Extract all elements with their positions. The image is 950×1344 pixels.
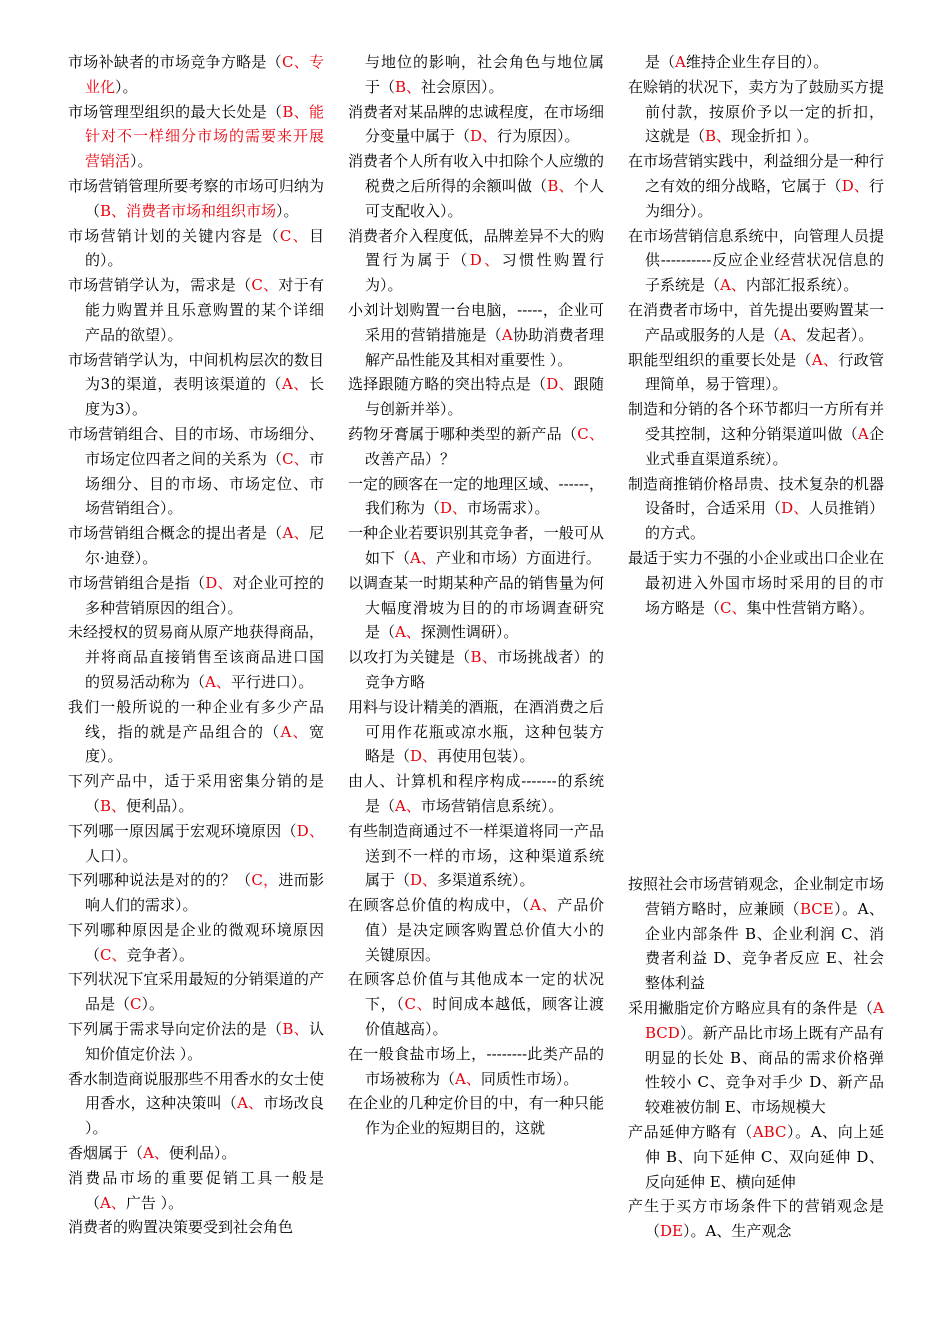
answer-text: A、 bbox=[395, 796, 421, 815]
question-text: 在一般食盐市场上，--------此类产品的市场被称为（ bbox=[348, 1044, 604, 1088]
answer-text: A、 bbox=[720, 276, 746, 295]
question-item bbox=[68, 620, 324, 694]
question-item bbox=[348, 149, 604, 223]
question-item bbox=[348, 1091, 604, 1141]
question-item bbox=[68, 348, 324, 422]
question-item bbox=[68, 521, 324, 571]
answer-text: A bbox=[857, 424, 869, 443]
answer-text: C、 bbox=[279, 226, 309, 245]
question-text-tail: ）。新产品比市场上既有产品有明显的长处 B、商品的需求价格弹性较小 C、竞争对手少 D、新产品较难被仿制 E、市场规模大 bbox=[645, 1023, 884, 1117]
question-text: 市场营销组合、目的市场、市场细分、市场定位四者之间的关系为（ bbox=[68, 424, 324, 468]
answer-text: C、 bbox=[251, 276, 279, 295]
answer-text: C、 bbox=[404, 995, 433, 1014]
question-text: 是（ bbox=[645, 53, 676, 71]
answer-text: A、 bbox=[395, 623, 421, 642]
question-text-tail: 时间成本越低，顾客让渡价值越高）。 bbox=[365, 995, 604, 1039]
question-text-tail: 宽度）。 bbox=[85, 722, 324, 766]
answer-text: BCE bbox=[799, 899, 834, 918]
question-text-tail: 社会原因）。 bbox=[421, 77, 504, 96]
question-text-tail: ）。 bbox=[276, 201, 299, 220]
question-text: 由人、计算机和程序构成-------的系统是（ bbox=[348, 772, 604, 815]
question-text-tail: 企业式垂直渠道系统）。 bbox=[645, 424, 884, 468]
question-text: 消费者介入程度低，品牌差异不大的购置行为属于（ bbox=[348, 226, 604, 270]
answer-text: B、 bbox=[100, 796, 127, 815]
question-text-tail: 尼尔·迪登）。 bbox=[85, 524, 324, 567]
question-item bbox=[68, 273, 324, 347]
question-item bbox=[68, 1166, 324, 1216]
answer-text: A、 bbox=[811, 350, 839, 369]
column-3 bbox=[628, 50, 884, 620]
question-text: 市场营销学认为，需求是（ bbox=[68, 276, 252, 295]
question-item bbox=[68, 224, 324, 274]
answer-text: D、 bbox=[410, 747, 438, 766]
question-item bbox=[348, 645, 604, 695]
question-item bbox=[628, 149, 884, 223]
question-text: 在消费者市场中，首先提出要购置某一产品或服务的人是（ bbox=[628, 300, 884, 344]
question-item bbox=[348, 819, 604, 893]
question-text-tail: ）。A、向上延伸 B、向下延伸 C、双向延伸 D、反向延伸 E、横向延伸 bbox=[645, 1122, 884, 1191]
answer-text: C、 bbox=[577, 424, 604, 443]
question-text-tail: 内部汇报系统）。 bbox=[745, 276, 859, 295]
question-item bbox=[348, 224, 604, 298]
question-text: 以调查某一时期某种产品的销售量为何大幅度滑坡为目的的市场调查研究是（ bbox=[348, 573, 604, 642]
question-text-tail: 便利品）。 bbox=[168, 1144, 237, 1163]
answer-text: ABC bbox=[752, 1122, 787, 1141]
question-text-tail: 人口）。 bbox=[85, 846, 138, 865]
question-text-tail: 竞争者）。 bbox=[126, 945, 195, 964]
question-text-tail: 产业和市场）方面进行。 bbox=[435, 548, 601, 567]
question-text-tail: 长度为3）。 bbox=[85, 375, 324, 419]
question-item bbox=[348, 50, 604, 100]
answer-text: B、消费者市场和组织市场 bbox=[100, 201, 277, 220]
question-item bbox=[628, 298, 884, 348]
question-text-tail: 人员推销）的方式。 bbox=[645, 499, 884, 543]
answer-text: C， bbox=[251, 871, 279, 890]
question-item bbox=[68, 50, 324, 100]
answer-text: D、 bbox=[546, 375, 574, 394]
question-text-tail: 对于有能力购置并且乐意购置的某个详细产品的欲望）。 bbox=[85, 276, 324, 344]
question-item bbox=[628, 872, 884, 996]
answer-text: B、 bbox=[547, 176, 574, 195]
question-text: 市场补缺者的市场竞争方略是（ bbox=[68, 53, 282, 71]
question-text: 未经授权的贸易商从原产地获得商品，并将商品直接销售至该商品进口国的贸易活动称为（ bbox=[68, 623, 324, 691]
question-item bbox=[68, 1215, 324, 1240]
question-text-tail: 发起者）。 bbox=[805, 325, 874, 344]
question-text: 消费者的购置决策要受到社会角色 bbox=[68, 1218, 294, 1237]
question-text: 下列产品中，适于采用密集分销的是（ bbox=[68, 772, 324, 815]
question-text: 在市场营销实践中，利益细分是一种行之有效的细分战略，它属于（ bbox=[628, 152, 884, 195]
question-text: 市场营销组合是指（ bbox=[68, 573, 206, 592]
question-text-tail: 认知价值定价法 ）。 bbox=[85, 1020, 324, 1063]
answer-text: C、 bbox=[720, 598, 747, 617]
answer-text: D、 bbox=[296, 821, 324, 840]
question-item bbox=[348, 967, 604, 1041]
question-item bbox=[68, 422, 324, 521]
question-text-tail: 市场营销信息系统）。 bbox=[420, 796, 564, 815]
question-item bbox=[68, 174, 324, 224]
question-item bbox=[628, 1194, 884, 1244]
question-text: 最适于实力不强的小企业或出口企业在最初进入外国市场时采用的目的市场方略是（ bbox=[628, 548, 884, 617]
question-text: 下列哪一原因属于宏观环境原因（ bbox=[68, 821, 297, 840]
question-text-tail: 广告 ）。 bbox=[125, 1193, 184, 1212]
question-text-tail: 多渠道系统）。 bbox=[437, 871, 535, 890]
question-item bbox=[348, 1042, 604, 1092]
question-item bbox=[348, 695, 604, 769]
question-text-tail: 探测性调研）。 bbox=[420, 623, 519, 642]
question-text-tail: 习惯性购置行为）。 bbox=[365, 251, 604, 295]
answer-text: A、 bbox=[100, 1193, 126, 1212]
question-item bbox=[348, 893, 604, 967]
question-text-tail: 市场挑战者）的竞争方略 bbox=[365, 648, 604, 691]
question-text: 市场营销学认为，中间机构层次的数目为3的渠道，表明该渠道的（ bbox=[68, 350, 324, 394]
answer-text: A、 bbox=[282, 524, 309, 543]
question-item bbox=[348, 521, 604, 571]
question-text-tail: 跟随与创新并举）。 bbox=[365, 375, 604, 419]
answer-text: D、 bbox=[841, 176, 869, 195]
question-text-tail: 对企业可控的多种营销原因的组合）。 bbox=[85, 573, 324, 617]
question-text-tail: 行为原因）。 bbox=[497, 127, 580, 146]
answer-text: B、 bbox=[470, 648, 498, 667]
question-text: 下列哪种说法是对的的？（ bbox=[68, 871, 252, 890]
answer-text: C、 bbox=[100, 945, 127, 964]
question-text-tail: 行为细分）。 bbox=[645, 176, 884, 220]
question-item bbox=[68, 1141, 324, 1166]
question-item bbox=[68, 695, 324, 769]
question-item bbox=[628, 996, 884, 1120]
question-item bbox=[68, 571, 324, 621]
question-text-tail: 进而影响人们的需求）。 bbox=[85, 871, 324, 915]
answer-text: A、 bbox=[205, 672, 231, 691]
answer-text: B、 bbox=[282, 1020, 309, 1039]
question-text: 消费者对某品牌的忠诚程度，在市场细分变量中属于（ bbox=[348, 102, 604, 146]
answer-text: A bbox=[501, 325, 513, 344]
question-item bbox=[348, 571, 604, 645]
question-item bbox=[68, 918, 324, 968]
question-text-tail: ）。 bbox=[130, 152, 153, 171]
question-text-tail: ）。A、生产观念 bbox=[683, 1222, 792, 1241]
question-text: 在市场营销信息系统中，向管理人员提供----------反应企业经营状况信息的子系统是（ bbox=[628, 226, 884, 295]
question-item bbox=[68, 967, 324, 1017]
question-text: 职能型组织的重要长处是（ bbox=[628, 350, 812, 369]
question-item bbox=[628, 75, 884, 149]
question-text-tail: ）。 bbox=[115, 77, 138, 96]
answer-text: A、 bbox=[529, 896, 558, 915]
answer-text: D、 bbox=[205, 573, 233, 592]
question-text: 药物牙膏属于哪种类型的新产品（ bbox=[348, 424, 578, 443]
answer-text: A、 bbox=[143, 1144, 169, 1163]
question-item bbox=[68, 868, 324, 918]
answer-text: D、 bbox=[440, 499, 468, 518]
question-item bbox=[348, 422, 604, 472]
question-text-tail: 行政管理简单，易于管理）。 bbox=[645, 350, 884, 394]
answer-text: C、专业化 bbox=[85, 53, 324, 96]
question-text: 产品延伸方略有（ bbox=[628, 1122, 753, 1141]
answer-text: A、 bbox=[280, 722, 309, 741]
question-text: 市场营销组合概念的提出者是（ bbox=[68, 524, 283, 543]
question-item bbox=[348, 298, 604, 372]
question-item bbox=[628, 397, 884, 471]
question-text: 一定的顾客在一定的地理区域、------，我们称为（ bbox=[348, 474, 604, 518]
question-text-tail: 集中性营销方略）。 bbox=[746, 598, 875, 617]
question-text-tail: 改善产品）？ bbox=[365, 449, 456, 468]
answer-text: A、 bbox=[282, 375, 309, 394]
question-text: 在顾客总价值与其他成本一定的状况下，（ bbox=[348, 970, 604, 1014]
question-text: 按照社会市场营销观念，企业制定市场营销方略时，应兼顾（ bbox=[628, 875, 884, 918]
question-item bbox=[628, 1120, 884, 1194]
question-item bbox=[348, 472, 604, 522]
answer-text: A、 bbox=[780, 325, 806, 344]
question-text: 以攻打为关键是（ bbox=[348, 648, 471, 667]
question-text-tail: 同质性市场）。 bbox=[480, 1069, 579, 1088]
answer-text: A bbox=[675, 53, 686, 71]
question-text: 市场营销管理所要考察的市场可归纳为（ bbox=[68, 176, 324, 220]
question-text: 在顾客总价值的构成中，（ bbox=[348, 896, 530, 915]
question-text-tail: 便利品）。 bbox=[126, 796, 194, 815]
answer-text: A、 bbox=[237, 1094, 264, 1113]
question-item bbox=[68, 1017, 324, 1067]
question-text-tail: 市场需求）。 bbox=[467, 499, 550, 518]
answer-text: A、 bbox=[410, 548, 436, 567]
answer-text: C、 bbox=[282, 449, 309, 468]
question-text: 消费者个人所有收入中扣除个人应缴的税费之后所得的余额叫做（ bbox=[348, 152, 604, 195]
question-text-tail: ）。 bbox=[141, 995, 165, 1014]
question-item bbox=[628, 472, 884, 546]
answer-text: D、 bbox=[469, 251, 502, 270]
question-item bbox=[348, 372, 604, 422]
question-text: 下列哪种原因是企业的微观环境原因（ bbox=[68, 920, 324, 964]
question-text-tail: 协助消费者理解产品性能及其相对重要性 ）。 bbox=[365, 325, 604, 369]
question-text-tail: 目的）。 bbox=[85, 226, 324, 270]
answer-text: ABCD bbox=[645, 998, 884, 1042]
question-item bbox=[68, 1067, 324, 1141]
question-item bbox=[348, 769, 604, 819]
question-item bbox=[68, 100, 324, 174]
column-3-lower bbox=[628, 872, 884, 1244]
question-text: 采用撇脂定价方略应具有的条件是（ bbox=[628, 998, 874, 1017]
column-2 bbox=[348, 50, 604, 1141]
question-text: 下列属于需求导向定价法的是（ bbox=[68, 1020, 283, 1039]
question-text: 用料与设计精美的酒瓶，在酒消费之后可用作花瓶或凉水瓶，这种包装方略是（ bbox=[348, 697, 604, 766]
question-text: 香烟属于（ bbox=[68, 1144, 144, 1163]
answer-text: B、 bbox=[395, 77, 422, 96]
question-item bbox=[628, 50, 884, 75]
question-text: 我们一般所说的一种企业有多少产品线，指的就是产品组合的（ bbox=[68, 697, 324, 741]
question-text: 有些制造商通过不一样渠道将同一产品送到不一样的市场，这种渠道系统属于（ bbox=[348, 821, 604, 890]
answer-text: B、 bbox=[705, 127, 732, 146]
question-text: 在赊销的状况下，卖方为了鼓励买方提前付款，按原价予以一定的折扣，这就是（ bbox=[628, 77, 884, 146]
question-text: 在企业的几种定价目的中，有一种只能作为企业的短期目的，这就 bbox=[348, 1094, 604, 1138]
question-text: 与地位的影响，社会角色与地位属于（ bbox=[365, 53, 604, 96]
question-text: 市场营销计划的关键内容是（ bbox=[68, 226, 280, 245]
question-text-tail: ）。A、企业内部条件 B、企业利润 C、消费者利益 D、竞争者反应 E、社会整体利益 bbox=[645, 899, 884, 993]
question-text: 消费品市场的重要促销工具一般是（ bbox=[68, 1168, 324, 1212]
question-text: 制造商推销价格昂贵、技术复杂的机器设备时，合适采用（ bbox=[628, 474, 884, 518]
question-text-tail: 维持企业生存目的）。 bbox=[685, 53, 829, 71]
answer-text: A、 bbox=[455, 1069, 481, 1088]
question-item bbox=[628, 224, 884, 298]
question-text-tail: 产品价值）是决定顾客购置总价值大小的关键原因。 bbox=[365, 896, 604, 964]
question-text-tail: 市场改良 ）。 bbox=[85, 1094, 324, 1138]
question-text-tail: 个人可支配收入）。 bbox=[365, 176, 604, 220]
question-item bbox=[628, 348, 884, 398]
question-text: 香水制造商说服那些不用香水的女士使用香水，这种决策叫（ bbox=[68, 1069, 324, 1113]
question-item bbox=[348, 100, 604, 150]
answer-text: B、能针对不一样细分市场的需要来开展营销活 bbox=[85, 102, 324, 171]
answer-text: D、 bbox=[781, 499, 809, 518]
question-item bbox=[68, 819, 324, 869]
answer-text: D、 bbox=[470, 127, 498, 146]
question-text: 选择跟随方略的突出特点是（ bbox=[348, 375, 547, 394]
question-text-tail: 现金折扣 ）。 bbox=[731, 127, 819, 146]
answer-text: DE bbox=[660, 1222, 683, 1241]
column-1 bbox=[68, 50, 324, 1240]
question-item bbox=[68, 769, 324, 819]
question-text: 小刘计划购置一台电脑，-----，企业可采用的营销措施是（ bbox=[348, 300, 604, 344]
question-text: 一种企业若要识别其竞争者，一般可从如下（ bbox=[348, 524, 604, 567]
answer-text: C bbox=[130, 995, 142, 1014]
question-text: 产生于买方市场条件下的营销观念是（ bbox=[628, 1197, 884, 1241]
question-text-tail: 市场细分、目的市场、市场定位、市场营销组合）。 bbox=[85, 449, 324, 518]
question-text-tail: 再使用包装）。 bbox=[437, 747, 535, 766]
question-text: 市场管理型组织的最大长处是（ bbox=[68, 102, 283, 121]
answer-text: D、 bbox=[410, 871, 438, 890]
question-text: 制造和分销的各个环节都归一方所有并受其控制，这种分销渠道叫做（ bbox=[628, 400, 884, 443]
question-text-tail: 平行进口）。 bbox=[230, 672, 314, 691]
question-text: 下列状况下宜采用最短的分销渠道的产品是（ bbox=[68, 970, 324, 1014]
question-item bbox=[628, 546, 884, 620]
